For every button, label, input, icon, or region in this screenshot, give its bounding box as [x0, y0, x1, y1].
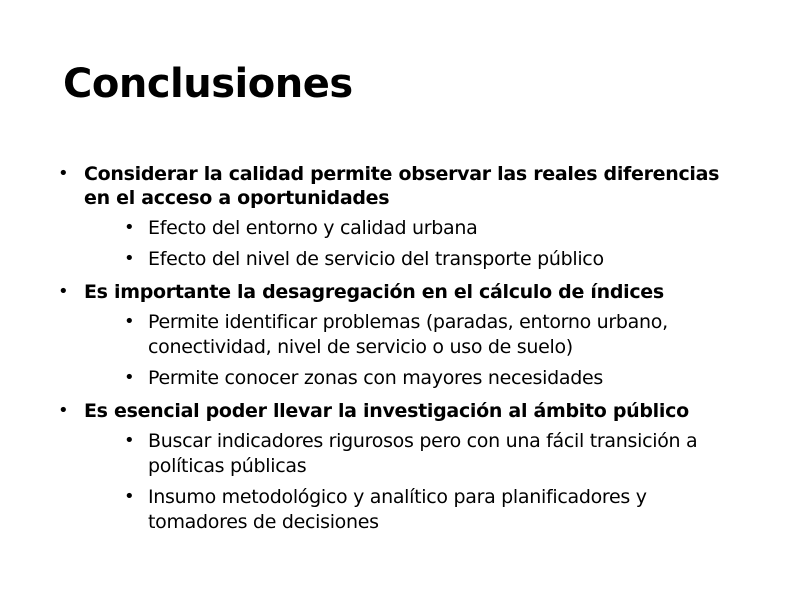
sub-bullet-text: Insumo metodológico y analítico para planificadores y tomadores de decisiones — [148, 486, 647, 533]
sub-bullet-text: Permite identificar problemas (paradas, entorno urbano, conectividad, nivel de servicio o uso de suelo) — [148, 311, 668, 358]
bullet-item — [58, 162, 748, 272]
bullet-item — [58, 399, 748, 535]
bullet-list — [58, 162, 748, 535]
sub-bullet-dot-icon: • — [124, 367, 135, 388]
bullet-text: Es esencial poder llevar la investigación al ámbito público — [84, 400, 689, 422]
slide-title: Conclusiones — [63, 61, 353, 107]
sub-bullet-dot-icon: • — [124, 217, 135, 238]
bullet-dot-icon: • — [58, 400, 69, 421]
bullet-text: Es importante la desagregación en el cálculo de índices — [84, 281, 664, 303]
bullet-dot-icon: • — [58, 163, 69, 184]
sub-bullet-item — [124, 216, 748, 241]
bullet-text: Considerar la calidad permite observar las reales diferencias en el acceso a oportunidades — [84, 163, 720, 209]
sub-bullet-dot-icon: • — [124, 486, 135, 507]
sub-bullet-text: Buscar indicadores rigurosos pero con una fácil transición a políticas públicas — [148, 430, 698, 477]
sub-bullet-item — [124, 485, 748, 535]
sub-bullet-item — [124, 310, 748, 360]
sub-bullet-text: Permite conocer zonas con mayores necesidades — [148, 367, 603, 389]
bullet-item — [58, 280, 748, 391]
sub-bullet-item — [124, 247, 748, 272]
sub-bullet-item — [124, 366, 748, 391]
sub-bullet-dot-icon: • — [124, 248, 135, 269]
sub-bullet-text: Efecto del nivel de servicio del transporte público — [148, 248, 604, 270]
sub-bullet-list — [124, 216, 748, 272]
sub-bullet-dot-icon: • — [124, 311, 135, 332]
slide-content — [58, 162, 748, 543]
sub-bullet-list — [124, 310, 748, 391]
bullet-dot-icon: • — [58, 281, 69, 302]
sub-bullet-dot-icon: • — [124, 430, 135, 451]
sub-bullet-text: Efecto del entorno y calidad urbana — [148, 217, 478, 239]
sub-bullet-list — [124, 429, 748, 535]
sub-bullet-item — [124, 429, 748, 479]
